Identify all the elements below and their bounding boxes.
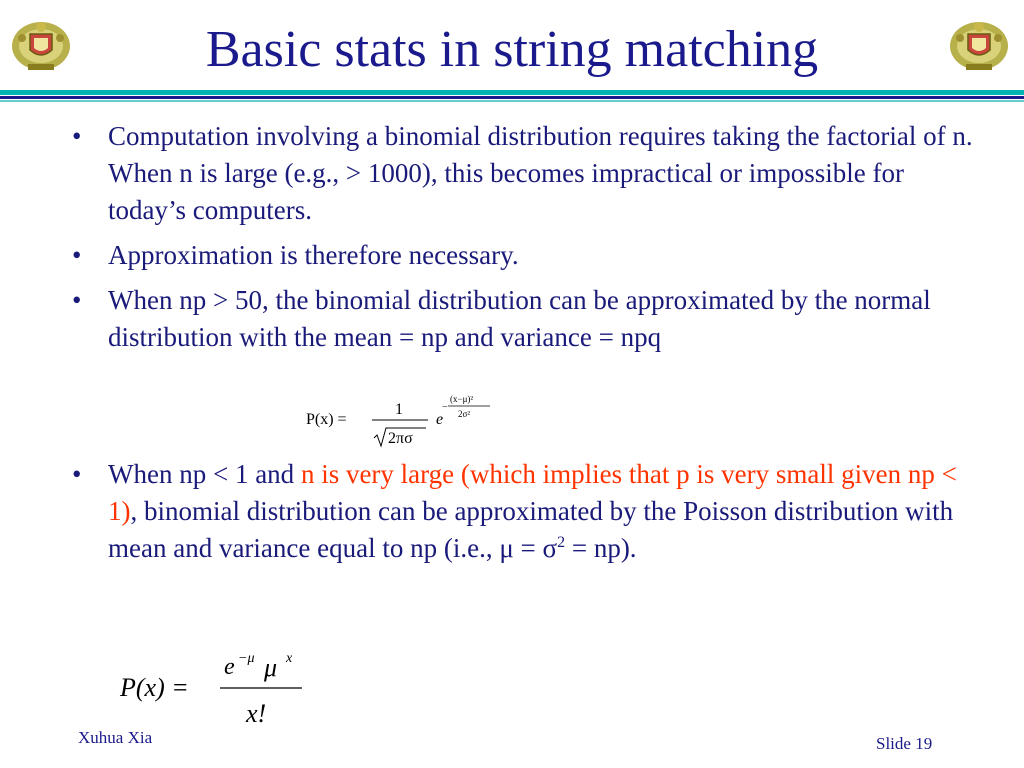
title-divider-light: [0, 100, 1024, 102]
title-divider-navy: [0, 96, 1024, 99]
bullet-text: Computation involving a binomial distribution requires taking the factorial of n. When n is large (e.g., > 1000), this becomes impractical or impossible for today’s computers.: [108, 121, 973, 225]
bullet-text-before: When np < 1 and: [108, 459, 301, 489]
bullet-dot: •: [72, 240, 82, 270]
bullet-text: Approximation is therefore necessary.: [108, 240, 519, 270]
bullet-text: When np > 50, the binomial distribution can be approximated by the normal distribution with the mean = np and variance = npq: [108, 285, 931, 352]
bullet-item: [68, 118, 988, 229]
bullet-text-end: = np).: [565, 533, 637, 563]
formula-base: e: [436, 411, 444, 428]
formula-numerator-mu-exp: x: [286, 651, 293, 666]
bullet-dot: •: [72, 121, 82, 151]
bullet-dot: •: [72, 459, 82, 489]
bullet-item: [68, 237, 988, 274]
bullet-dot: •: [72, 285, 82, 315]
bullet-highlight: n is very large (which implies that p is very small given np < 1): [108, 459, 957, 526]
formula-denominator: x!: [246, 699, 267, 728]
superscript: 2: [557, 534, 566, 551]
title-divider-teal: [0, 90, 1024, 95]
formula-exp-sign: −: [442, 402, 448, 413]
formula-lhs: P(x) =: [120, 673, 189, 702]
formula-numerator: e: [224, 654, 235, 680]
bullet-item: [68, 456, 988, 567]
formula-numerator-mu: μ: [264, 653, 278, 682]
slide-body: [68, 118, 988, 575]
formula-denominator: 2πσ: [388, 430, 413, 447]
formula-exp-denominator: 2σ²: [458, 409, 471, 419]
bullet-item: [68, 282, 988, 356]
normal-distribution-formula: [290, 388, 510, 458]
bullet-text-after: , binomial distribution can be approximated by the Poisson distribution with mean and variance equal to np (i.e., μ = σ: [108, 496, 954, 563]
formula-numerator-exp: −μ: [238, 651, 255, 666]
footer-author: Xuhua Xia: [78, 728, 153, 747]
poisson-distribution-formula: [116, 648, 316, 738]
slide-number: Slide 19: [876, 734, 933, 753]
formula-lhs: P(x) =: [306, 411, 347, 428]
slide-title: Basic stats in string matching: [205, 21, 819, 78]
formula-numerator: 1: [395, 401, 403, 418]
formula-exp-numerator: (x−μ)²: [450, 394, 474, 404]
